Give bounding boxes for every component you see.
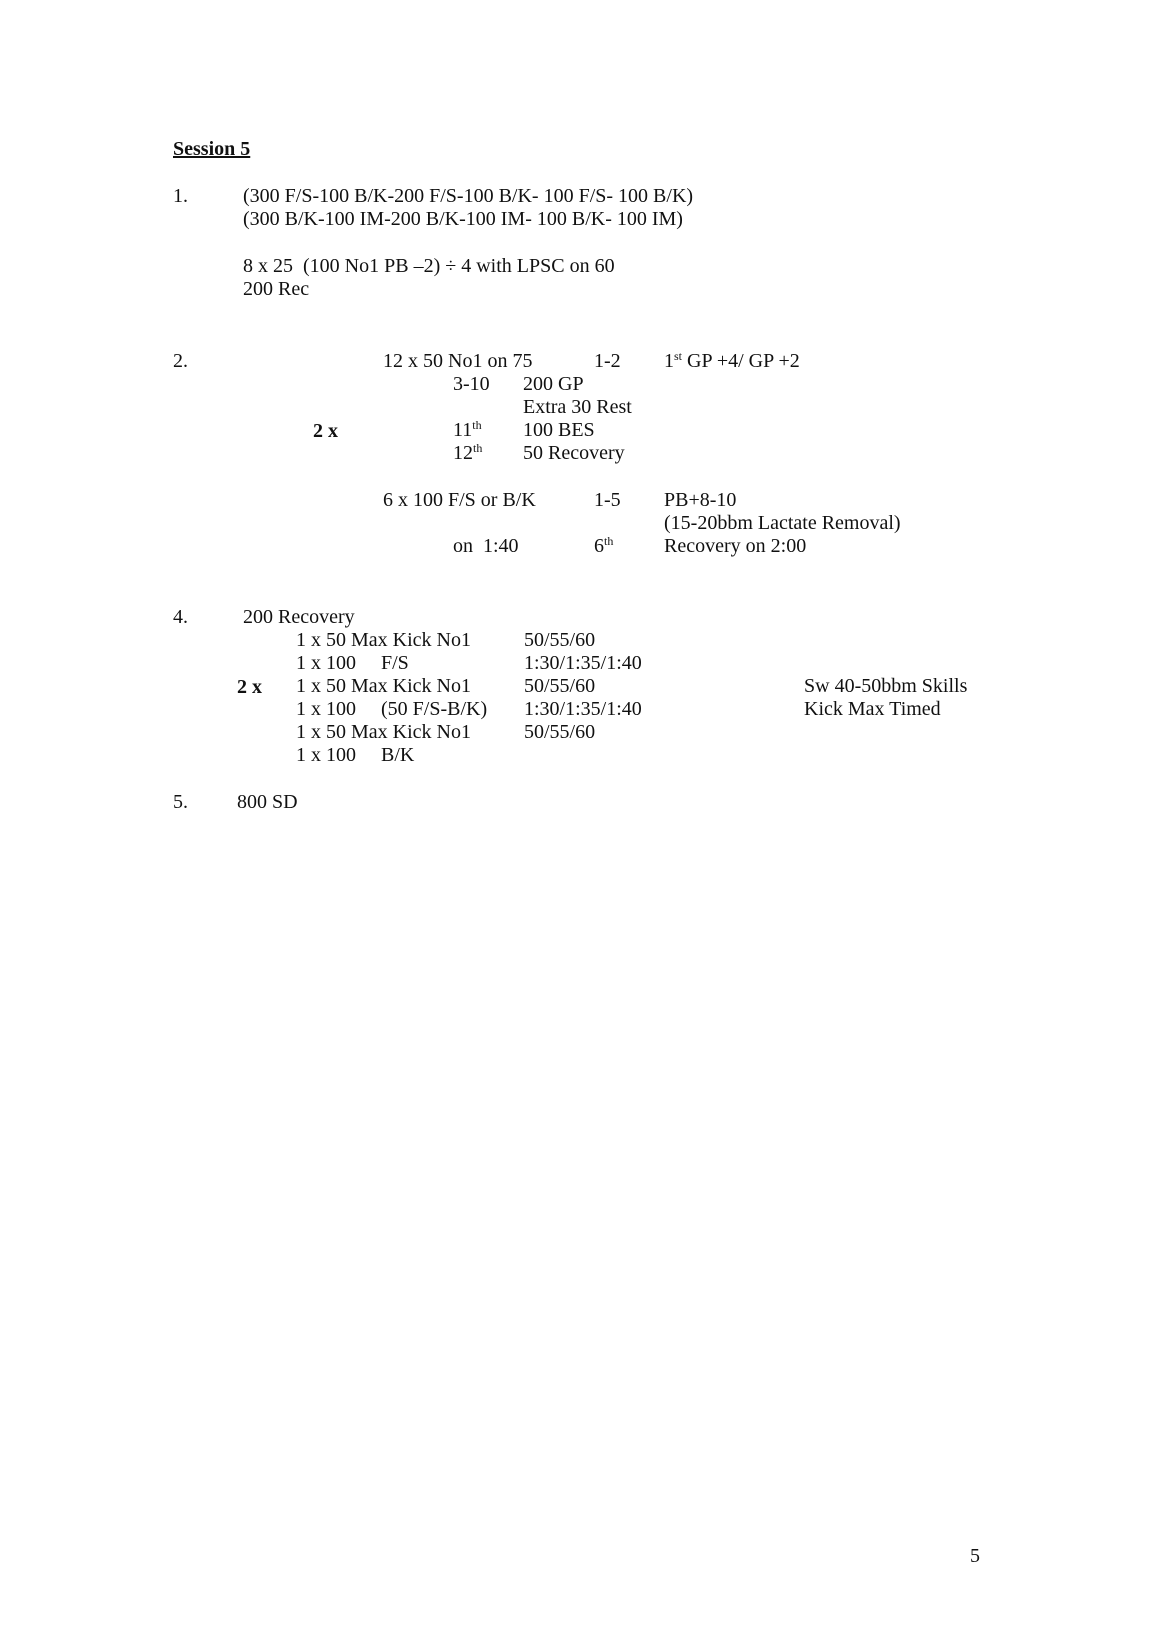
- set-a-range-1: 1-2: [594, 350, 621, 372]
- session-title: Session 5: [173, 138, 251, 160]
- set-a-range-3: 11th: [453, 418, 482, 441]
- item-1-line-3: 8 x 25 (100 No1 PB –2) ÷ 4 with LPSC on 60: [243, 255, 615, 277]
- item-1-line-4: 200 Rec: [243, 278, 310, 300]
- set-a-desc-3: 100 BES: [523, 419, 595, 441]
- item-4-time-5: 50/55/60: [524, 721, 596, 743]
- item-4-time-3: 50/55/60: [524, 675, 596, 697]
- set-a-range-2: 3-10: [453, 373, 490, 395]
- item-4-time-4: 1:30/1:35/1:40: [524, 698, 642, 720]
- item-4-number: 4.: [173, 606, 188, 628]
- set-b-interval: on 1:40: [453, 535, 519, 557]
- set-b-desc-1: PB+8-10: [664, 489, 737, 511]
- item-4-set-3: 1 x 50 Max Kick No1: [296, 675, 471, 697]
- item-5-text: 800 SD: [237, 791, 298, 813]
- set-a-extra: Extra 30 Rest: [523, 396, 632, 418]
- item-1-number: 1.: [173, 185, 188, 207]
- item-4-note-1: Sw 40-50bbm Skills: [804, 675, 968, 697]
- item-4-repeat: 2 x: [237, 676, 262, 698]
- page-number: 5: [970, 1545, 980, 1567]
- set-b-label: 6 x 100 F/S or B/K: [383, 489, 536, 511]
- item-4-time-1: 50/55/60: [524, 629, 596, 651]
- set-a-range-4: 12th: [453, 441, 483, 464]
- item-2-repeat: 2 x: [313, 420, 338, 442]
- item-1-line-2: (300 B/K-100 IM-200 B/K-100 IM- 100 B/K- 100 IM): [243, 208, 683, 230]
- set-b-range-1: 1-5: [594, 489, 621, 511]
- set-a-label: 12 x 50 No1 on 75: [383, 350, 533, 372]
- item-4-set-1: 1 x 50 Max Kick No1: [296, 629, 471, 651]
- set-a-desc-1: 1st GP +4/ GP +2: [664, 349, 800, 372]
- item-2-number: 2.: [173, 350, 188, 372]
- item-1-line-1: (300 F/S-100 B/K-200 F/S-100 B/K- 100 F/S- 100 B/K): [243, 185, 694, 207]
- item-4-time-2: 1:30/1:35/1:40: [524, 652, 642, 674]
- set-a-desc-2: 200 GP: [523, 373, 584, 395]
- item-4-set-4: 1 x 100 (50 F/S-B/K): [296, 698, 488, 720]
- item-4-set-2: 1 x 100 F/S: [296, 652, 409, 674]
- set-b-desc-2: Recovery on 2:00: [664, 535, 807, 557]
- set-b-range-2: 6th: [594, 534, 614, 557]
- item-4-note-2: Kick Max Timed: [804, 698, 941, 720]
- set-b-note: (15-20bbm Lactate Removal): [664, 512, 901, 534]
- item-4-set-6: 1 x 100 B/K: [296, 744, 415, 766]
- item-4-set-5: 1 x 50 Max Kick No1: [296, 721, 471, 743]
- set-a-desc-4: 50 Recovery: [523, 442, 625, 464]
- item-5-number: 5.: [173, 791, 188, 813]
- item-4-intro: 200 Recovery: [243, 606, 355, 628]
